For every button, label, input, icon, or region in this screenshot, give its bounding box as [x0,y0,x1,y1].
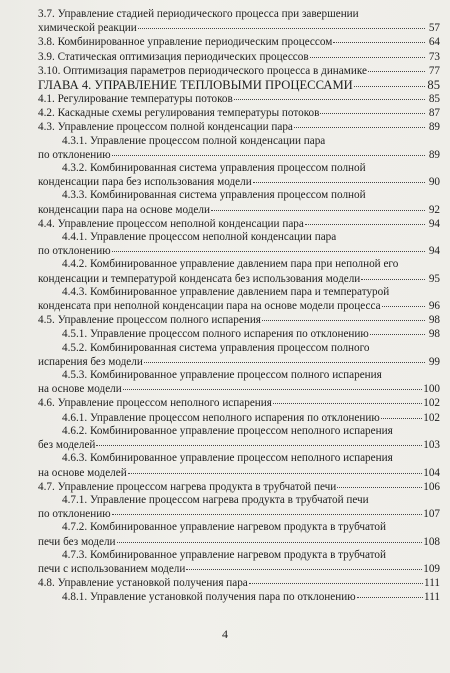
dot-leader [128,464,423,474]
toc-entry [38,549,440,576]
toc-entry-page: 87 [428,107,440,120]
toc-entry-title: 4.3. Управление процессом полной конденсации пара [38,121,293,134]
toc-entry-page: 104 [423,466,440,479]
toc-entry-page: 57 [428,22,440,35]
toc-entry [38,217,440,231]
toc-entry-line [38,438,440,452]
toc-entry [38,286,440,313]
toc-entry-page: 98 [428,314,440,327]
toc-entry-page: 90 [428,176,440,189]
toc-entry-page: 89 [428,148,440,161]
dot-leader [138,19,425,29]
toc-entry-line [38,244,440,258]
toc-entry-title: 4.6.2. Комбинированное управление процессом неполного испарения [62,424,393,437]
toc-entry-line [38,507,440,521]
toc-entry [38,8,440,35]
toc-entry-title: 4.5.3. Комбинированное управление процессом полного испарения [62,369,382,382]
dot-leader [333,33,425,43]
table-of-contents [38,8,440,605]
toc-entry-page: 102 [423,411,440,424]
dot-leader [234,90,425,100]
dot-leader [123,380,422,390]
toc-entry-title: 4.6.3. Комбинированное управление процессом неполного испарения [62,452,393,465]
dot-leader [112,242,425,252]
toc-entry [38,189,440,216]
toc-entry-page: 98 [428,328,440,341]
toc-entry-title: 4.5.2. Комбинированная система управления процессом полного [62,341,370,354]
toc-entry-title: печи с использованием модели [38,562,186,575]
toc-entry-line [38,120,440,134]
toc-entry-title: 3.9. Статическая оптимизация периодических процессов [38,50,309,63]
toc-entry-title: 4.4.1. Управление процессом неполной конденсации пара [62,231,337,244]
toc-entry-title: 4.7.3. Комбинированное управление нагревом продукта в трубчатой [62,548,386,561]
toc-entry [38,327,440,341]
dot-leader [381,409,423,419]
toc-entry-title: 4.2. Каскадные схемы регулирования температуры потоков [38,107,320,120]
toc-entry-title: конденсации пара без использования модели [38,176,252,189]
toc-entry-title: 4.7.1. Управление процессом нагрева продукта в трубчатой печи [62,493,369,506]
toc-entry-title: по отклонению [38,508,111,521]
toc-entry-line [38,590,440,604]
dot-leader [253,173,425,183]
toc-entry-page: 102 [423,397,440,410]
dot-leader [273,394,422,404]
toc-entry [38,425,440,452]
toc-entry-line [38,535,440,549]
toc-entry-title: 4.5.1. Управление процессом полного испарения по отклонению [62,328,369,341]
dot-leader [370,325,425,335]
dot-leader [310,48,425,58]
toc-entry-title: 4.4. Управление процессом неполной конденсации пара [38,217,304,230]
toc-entry-line [38,272,440,286]
dot-leader [186,560,422,570]
toc-entry-title: по отклонению [38,245,111,258]
toc-entry-title: 4.6.1. Управление процессом неполного испарения по отклонению [62,411,380,424]
toc-entry-title: ГЛАВА 4. УПРАВЛЕНИЕ ТЕПЛОВЫМИ ПРОЦЕССАМИ [38,78,353,93]
toc-entry-page: 94 [428,245,440,258]
toc-entry [38,342,440,369]
toc-entry-page: 77 [428,64,440,77]
dot-leader [144,353,425,363]
toc-entry-title: 3.8. Комбинированное управление периодическим процессом [38,36,333,49]
toc-entry [38,521,440,548]
toc-entry-page: 103 [423,439,440,452]
toc-entry-line [38,355,440,369]
toc-entry-line [38,396,440,410]
toc-entry-page: 111 [424,591,440,604]
dot-leader [382,297,425,307]
toc-entry-title: по отклонению [38,148,111,161]
toc-entry [38,135,440,162]
dot-leader [357,588,423,598]
toc-entry-title: 4.7. Управление процессом нагрева продукта в трубчатой печи [38,480,337,493]
toc-entry-title: 4.3.1. Управление процессом полной конденсации пара [62,134,326,147]
toc-entry [38,494,440,521]
toc-entry-page: 109 [423,562,440,575]
toc-entry-page: 111 [424,577,440,590]
toc-entry-page: 89 [428,121,440,134]
toc-entry-title: 4.3.3. Комбинированная система управления процессом полной [62,189,366,202]
toc-entry-page: 100 [423,383,440,396]
toc-entry-title: печи без модели [38,535,116,548]
dot-leader [320,104,425,114]
toc-entry-title: 4.6. Управление процессом неполного испарения [38,397,272,410]
dot-leader [354,77,425,87]
toc-entry-title: на основе модели [38,383,122,396]
toc-entry-page: 85 [427,78,440,93]
toc-entry [38,590,440,604]
toc-entry-line [38,480,440,494]
toc-entry-line [38,327,440,341]
toc-entry-line [38,411,440,425]
toc-entry-title: конденсата при неполной конденсации пара на основе модели процесса [38,300,381,313]
dot-leader [294,118,425,128]
toc-entry-title: 4.7.2. Комбинированное управление нагревом продукта в трубчатой [62,521,386,534]
dot-leader [112,505,423,515]
toc-entry-title: 3.10. Оптимизация параметров периодического процесса в динамике [38,64,367,77]
dot-leader [211,201,425,211]
toc-entry-page: 92 [428,203,440,216]
toc-entry-title: 3.7. Управление стадией периодического процесса при завершении [38,8,359,20]
toc-entry-page: 107 [423,508,440,521]
toc-entry-title: химической реакции [38,22,137,35]
toc-entry [38,369,440,396]
toc-entry [38,258,440,285]
toc-entry-title: 4.8.1. Управление установкой получения пара по отклонению [62,591,356,604]
toc-entry-title: 4.8. Управление установкой получения пара [38,577,248,590]
toc-entry-title: конденсации пара на основе модели [38,203,210,216]
page-number: 4 [222,627,228,641]
dot-leader [96,436,422,446]
toc-entry-page: 95 [428,272,440,285]
toc-entry-title: 4.3.2. Комбинированная система управления процессом полной [62,162,366,175]
toc-entry-page: 94 [428,217,440,230]
toc-entry-title: 4.5. Управление процессом полного испарения [38,314,261,327]
toc-entry [38,120,440,134]
dot-leader [361,270,425,280]
toc-entry-page: 99 [428,355,440,368]
toc-entry-line [38,64,440,78]
toc-entry-page: 85 [428,93,440,106]
toc-entry-page: 73 [428,50,440,63]
toc-entry-title: конденсации и температурой конденсата без использования модели [38,272,361,285]
toc-entry-title: 4.4.2. Комбинированное управление давлением пара при неполной его [62,258,399,271]
toc-entry-title: испарения без модели [38,355,143,368]
toc-entry-title: 4.1. Регулирование температуры потоков [38,93,233,106]
toc-entry-line [38,286,440,299]
toc-entry [38,411,440,425]
dot-leader [337,478,422,488]
toc-entry-line [38,148,440,162]
toc-entry-page: 106 [423,480,440,493]
toc-entry-page: 96 [428,300,440,313]
dot-leader [368,62,425,72]
toc-entry-line [38,175,440,189]
toc-entry [38,452,440,479]
dot-leader [112,146,425,156]
dot-leader [262,311,425,321]
toc-entry [38,396,440,410]
toc-entry-title: на основе моделей [38,466,127,479]
dot-leader [117,533,423,543]
toc-entry-title: без моделей [38,439,96,452]
dot-leader [249,574,423,584]
dot-leader [305,215,425,225]
toc-entry-line [38,217,440,231]
toc-entry [38,64,440,78]
toc-entry [38,480,440,494]
toc-entry-page: 108 [423,535,440,548]
toc-entry-page: 64 [428,36,440,49]
toc-entry [38,162,440,189]
toc-entry-title: 4.4.3. Комбинированное управление давлением пара и температурой [62,285,390,298]
toc-entry [38,231,440,258]
